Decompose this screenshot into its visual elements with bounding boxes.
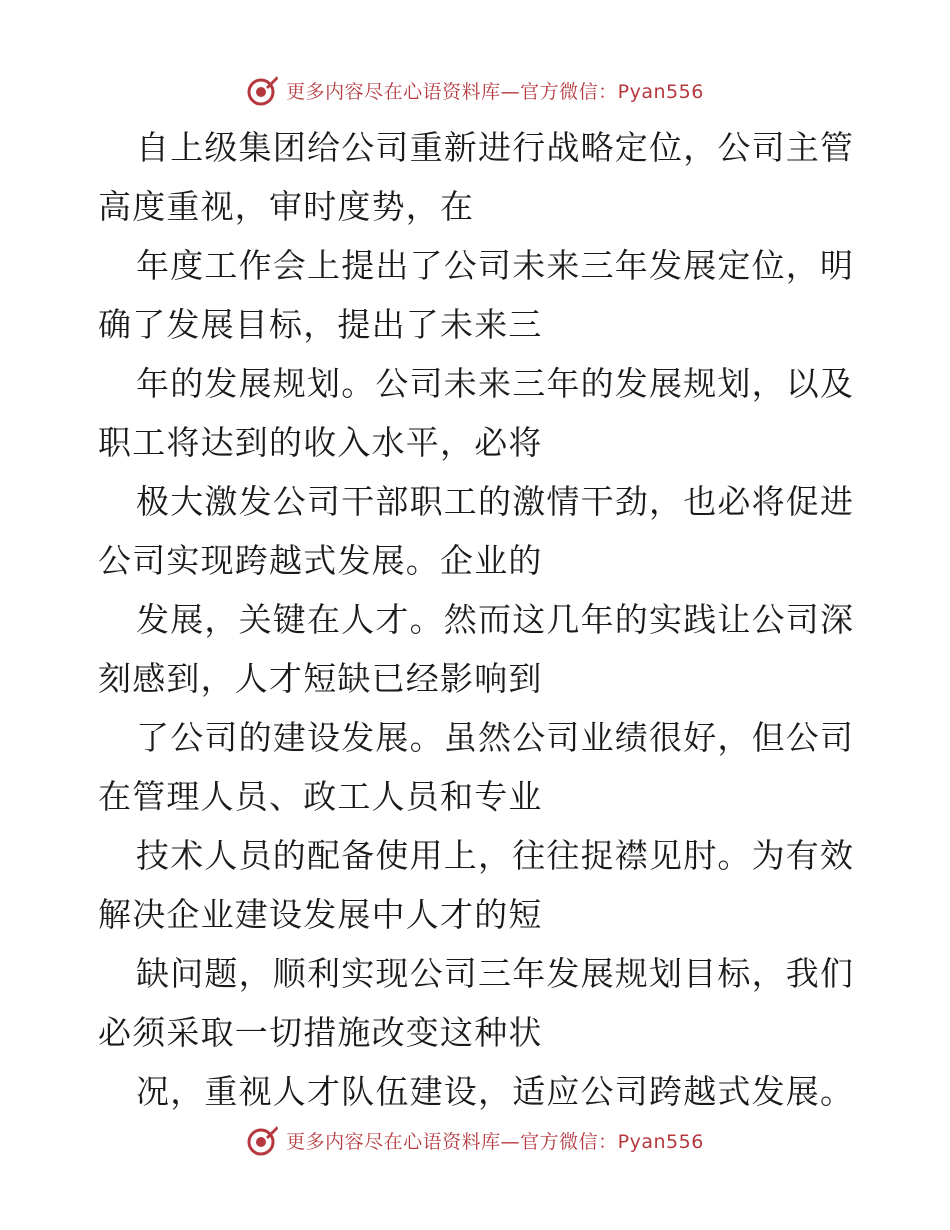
text-line: 年的发展规划。公司未来三年的发展规划，以及: [136, 364, 855, 403]
text-line: 刻感到，人才短缺已经影响到: [98, 659, 543, 698]
text-line: 公司实现跨越式发展。企业的: [98, 541, 543, 580]
text-line: 年度工作会上提出了公司未来三年发展定位，明: [136, 246, 855, 285]
text-line: 高度重视，审时度势，在: [98, 187, 475, 226]
text-line: 技术人员的配备使用上，往往捉襟见肘。为有效: [136, 836, 855, 875]
text-line: 发展，关键在人才。然而这几年的实践让公司深: [136, 600, 855, 639]
text-line: 解决企业建设发展中人才的短: [98, 895, 543, 934]
text-line: 确了发展目标，提出了未来三: [98, 305, 543, 344]
header-watermark: [0, 70, 950, 110]
text-line: 在管理人员、政工人员和专业: [98, 777, 543, 816]
text-line: 职工将达到的收入水平，必将: [98, 423, 543, 462]
text-line: 自上级集团给公司重新进行战略定位，公司主管: [136, 128, 855, 167]
document-body: [98, 118, 858, 1121]
text-line: 缺问题，顺利实现公司三年发展规划目标，我们: [136, 954, 855, 993]
text-line: 了公司的建设发展。虽然公司业绩很好，但公司: [136, 718, 855, 757]
text-line: 必须采取一切措施改变这种状: [98, 1013, 543, 1052]
watermark-text: 更多内容尽在心语资料库—官方微信：Pyan556: [286, 1130, 704, 1153]
text-line: 极大激发公司干部职工的激情干劲，也必将促进: [136, 482, 855, 521]
text-line: 况，重视人才队伍建设，适应公司跨越式发展。: [136, 1072, 855, 1111]
footer-watermark: [0, 1120, 950, 1160]
quill-circle-icon: [246, 1123, 280, 1157]
watermark-text: 更多内容尽在心语资料库—官方微信：Pyan556: [286, 80, 704, 103]
quill-circle-icon: [246, 73, 280, 107]
